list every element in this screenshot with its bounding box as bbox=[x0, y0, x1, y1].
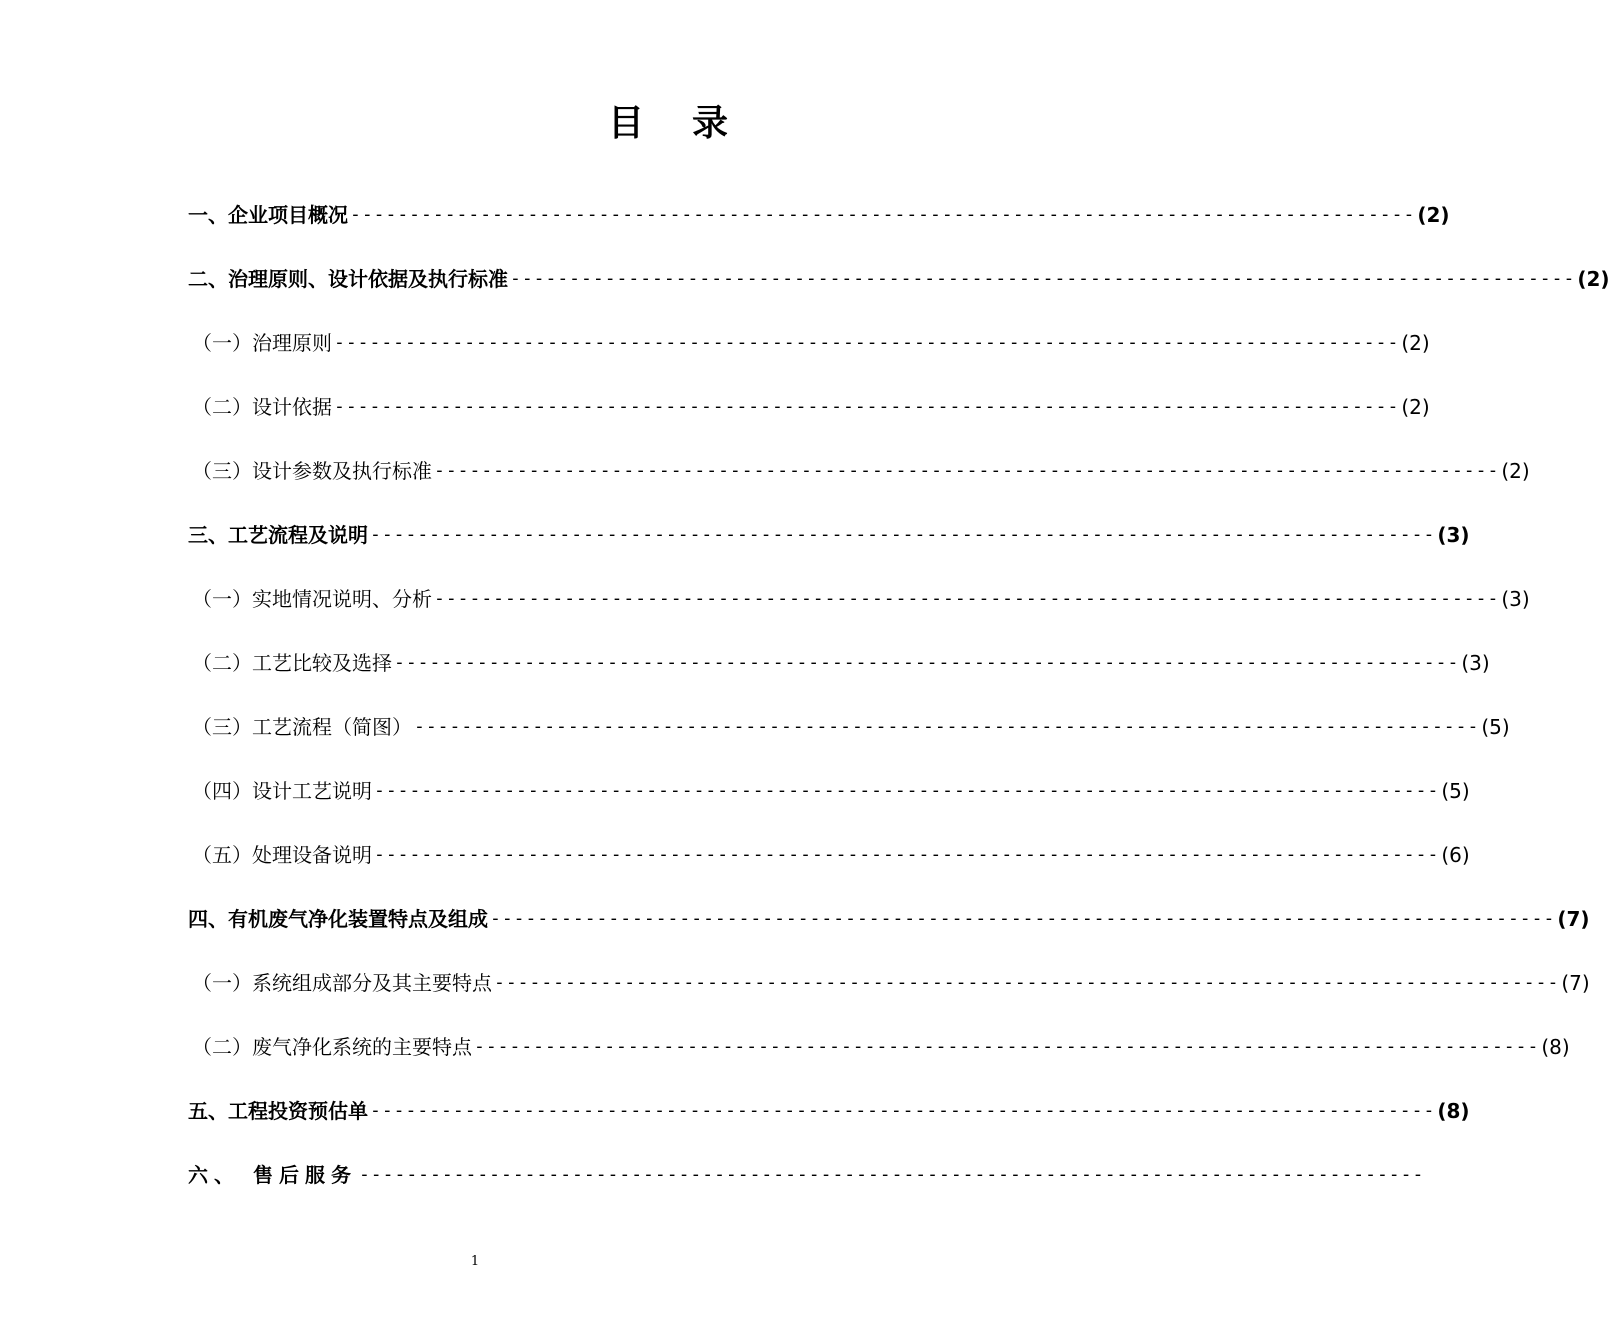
toc-entry-title: （五）处理设备说明 bbox=[192, 843, 372, 867]
toc-entry-page: (2) bbox=[1577, 267, 1610, 291]
toc-entry-page: (5) bbox=[1481, 715, 1510, 739]
toc-entry-page: (8) bbox=[1437, 1099, 1470, 1123]
toc-entry[interactable] bbox=[188, 760, 1470, 824]
toc-entry-title: （三）设计参数及执行标准 bbox=[192, 459, 432, 483]
toc-entry[interactable] bbox=[188, 632, 1490, 696]
toc-leader: ------------------------------------------------------------------------------------------ bbox=[374, 780, 1440, 801]
toc-leader: ------------------------------------------------------------------------------------------ bbox=[374, 844, 1440, 865]
toc-entry-title: （二）工艺比较及选择 bbox=[192, 651, 392, 675]
toc-leader: ------------------------------------------------------------------------------------------ bbox=[494, 972, 1560, 993]
toc-entry-title: （一）系统组成部分及其主要特点 bbox=[192, 971, 492, 995]
toc-entry[interactable] bbox=[188, 1016, 1570, 1080]
toc-entry[interactable] bbox=[188, 568, 1530, 632]
toc-entry[interactable] bbox=[188, 1144, 1425, 1208]
toc-entry[interactable] bbox=[188, 504, 1470, 568]
toc-entry-title: 五、工程投资预估单 bbox=[188, 1099, 368, 1123]
toc-entry-page: (6) bbox=[1441, 843, 1470, 867]
toc-entry-page: (2) bbox=[1417, 203, 1450, 227]
toc-leader: ------------------------------------------------------------------------------------------ bbox=[358, 1164, 1425, 1185]
table-of-contents bbox=[188, 184, 1610, 1208]
toc-entry[interactable] bbox=[188, 952, 1590, 1016]
toc-entry[interactable] bbox=[188, 696, 1510, 760]
toc-entry-title: 二、治理原则、设计依据及执行标准 bbox=[188, 267, 508, 291]
toc-entry-title: 一、企业项目概况 bbox=[188, 203, 348, 227]
toc-leader: ------------------------------------------------------------------------------------------ bbox=[510, 268, 1576, 289]
toc-leader: ------------------------------------------------------------------------------------------ bbox=[434, 588, 1500, 609]
toc-entry[interactable] bbox=[188, 248, 1610, 312]
toc-entry-page: (3) bbox=[1461, 651, 1490, 675]
toc-leader: ------------------------------------------------------------------------------------------ bbox=[370, 524, 1436, 545]
toc-leader: ------------------------------------------------------------------------------------------ bbox=[490, 908, 1556, 929]
toc-entry-page: (7) bbox=[1561, 971, 1590, 995]
toc-entry-title: 三、工艺流程及说明 bbox=[188, 523, 368, 547]
toc-entry[interactable] bbox=[188, 888, 1590, 952]
toc-entry-page: (7) bbox=[1557, 907, 1590, 931]
toc-entry-title: （一）治理原则 bbox=[192, 331, 332, 355]
toc-entry-title: （三）工艺流程（简图） bbox=[192, 715, 412, 739]
toc-entry-page: (3) bbox=[1437, 523, 1470, 547]
toc-entry-title: 四、有机废气净化装置特点及组成 bbox=[188, 907, 488, 931]
toc-entry-page: (3) bbox=[1501, 587, 1530, 611]
toc-entry-page: (2) bbox=[1501, 459, 1530, 483]
toc-entry[interactable] bbox=[188, 312, 1430, 376]
toc-entry-page: (8) bbox=[1541, 1035, 1570, 1059]
page-number: 1 bbox=[470, 1254, 480, 1269]
toc-entry[interactable] bbox=[188, 376, 1430, 440]
toc-entry[interactable] bbox=[188, 824, 1470, 888]
toc-entry[interactable] bbox=[188, 184, 1450, 248]
toc-leader: ------------------------------------------------------------------------------------------ bbox=[474, 1036, 1540, 1057]
toc-leader: ------------------------------------------------------------------------------------------ bbox=[414, 716, 1480, 737]
toc-entry-title: （一）实地情况说明、分析 bbox=[192, 587, 432, 611]
toc-entry-title: （四）设计工艺说明 bbox=[192, 779, 372, 803]
toc-entry-page: (5) bbox=[1441, 779, 1470, 803]
toc-leader: ------------------------------------------------------------------------------------------ bbox=[434, 460, 1500, 481]
toc-entry-title: （二）设计依据 bbox=[192, 395, 332, 419]
toc-leader: ------------------------------------------------------------------------------------------ bbox=[334, 332, 1400, 353]
toc-entry[interactable] bbox=[188, 1080, 1470, 1144]
toc-entry[interactable] bbox=[188, 440, 1530, 504]
toc-entry-title: 六、 售后服务 bbox=[188, 1163, 357, 1187]
toc-entry-page: (2) bbox=[1401, 331, 1430, 355]
toc-leader: ------------------------------------------------------------------------------------------ bbox=[370, 1100, 1436, 1121]
toc-leader: ------------------------------------------------------------------------------------------ bbox=[394, 652, 1460, 673]
toc-entry-title: （二）废气净化系统的主要特点 bbox=[192, 1035, 472, 1059]
toc-entry-page: (2) bbox=[1401, 395, 1430, 419]
page-title: 目录 bbox=[608, 103, 777, 144]
toc-leader: ------------------------------------------------------------------------------------------ bbox=[334, 396, 1400, 417]
toc-leader: ------------------------------------------------------------------------------------------ bbox=[350, 204, 1416, 225]
